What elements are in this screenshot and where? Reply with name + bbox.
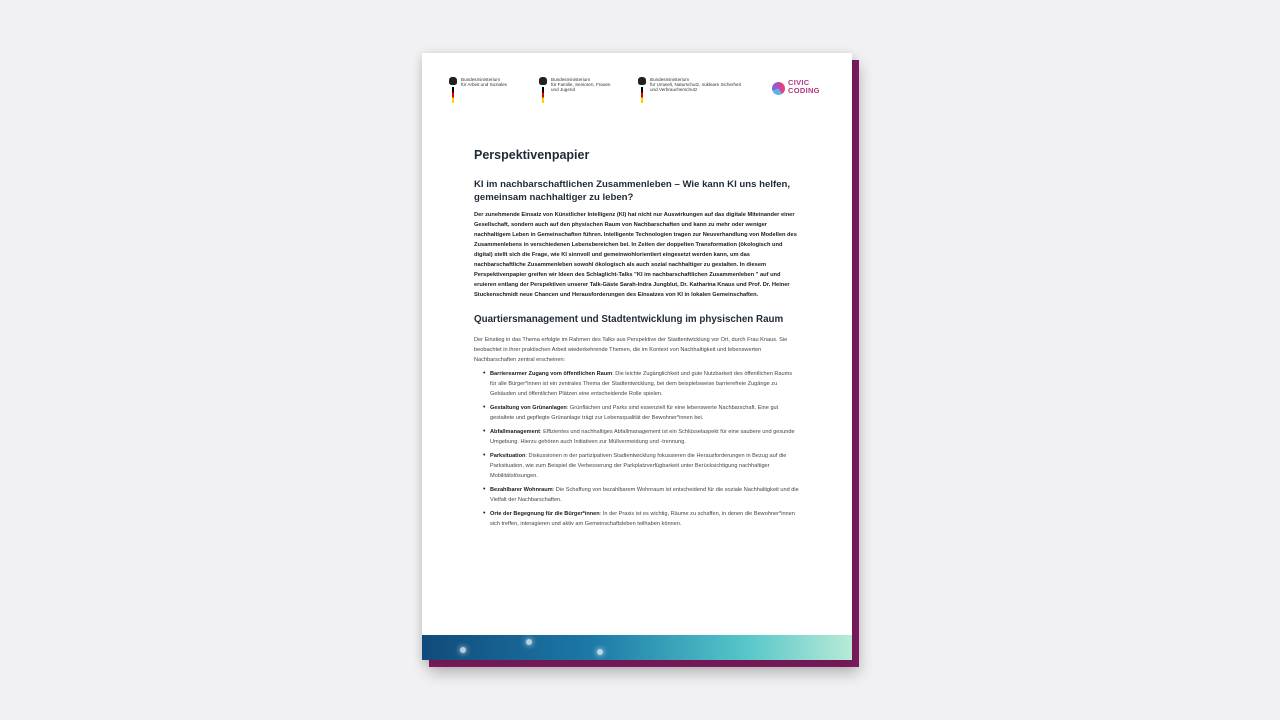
footer-band (422, 635, 852, 660)
ministry-name-1: Bundesministerium für Arbeit und Soziales (461, 77, 507, 88)
document-subtitle: KI im nachbarschaftlichen Zusammenleben – Wie kann KI uns helfen, gemeinsam nachhaltiger zu leben? (474, 179, 791, 203)
list-item (483, 427, 800, 447)
civic-coding-icon (772, 82, 785, 95)
eagle-icon (538, 77, 547, 103)
list-item (483, 451, 800, 481)
bullet-text: : In der Praxis ist es wichtig, Räume zu schaffen, in denen die Bewohner*innen sich treffen, interagieren und aktiv am Gemeinschaftsleben teilhaben können. (490, 511, 795, 527)
document-content (474, 148, 800, 533)
bullet-text: : Effizientes und nachhaltiges Abfallmanagement ist ein Schlüsselaspekt für eine saubere und gesunde Umgebung. Hierzu gehören auch Initiativen zur Müllvermeidung und -trennung. (490, 429, 795, 445)
list-item (483, 485, 800, 505)
section-heading: Quartiersmanagement und Stadtentwicklung im physischen Raum (474, 314, 784, 325)
glow-dot (597, 649, 603, 655)
ministry-name-3: Bundesministerium für Umwelt, Naturschutz, nukleare Sicherheit und Verbraucherschutz (650, 77, 741, 93)
civic-coding-logo (772, 79, 832, 101)
intro-paragraph: Der zunehmende Einsatz von Künstlicher Intelligenz (KI) hat nicht nur Auswirkungen auf das digitale Miteinander einer Gesellschaft, sondern auch auf den physischen Raum von Nachbarschaften und kann zu mehr oder weniger nachhaltigem Leben in Gemeinschaften führen. Intelligente Technologien tragen zur Neuverhandlung von Modellen des Zusammenlebens in verschiedenen Lebensbereichen bei. In Zeiten der doppelten Transformation (ökologisch und digital) stellt sich die Frage, wie KI sinnvoll und gemeinwohlorientiert eingesetzt werden kann, um das nachbarschaftliche Zusammenleben sowohl ökologisch als auch sozial nachhaltiger zu gestalten. In diesem Perspektivenpapier greifen wir Ideen des Schlaglicht-Talks "KI im nachbarschaftlichen Zusammenleben " auf und eruieren entlang der Perspektiven unserer Talk-Gäste Sarah-Indra Jungblut, Dr. Katharina Knaus und Prof. Dr. Heiner Stuckenschmidt neue Chancen und Herausforderungen des Einsatzes von KI in lokalen Gemeinschaften. (474, 212, 797, 298)
ministry-logo-3 (637, 77, 760, 103)
bullet-text: : Die Schaffung von bezahlbarem Wohnraum ist entscheidend für die soziale Nachhaltigkeit und die Vielfalt der Nachbarschaften. (490, 487, 799, 503)
document-page (422, 53, 852, 660)
bullet-term: Barrierearmer Zugang vom öffentlichen Raum (490, 371, 613, 377)
bullet-term: Gestaltung von Grünanlagen (490, 405, 567, 411)
bullet-text: : Diskussionen in der partizipativen Stadtentwicklung fokussieren die Herausforderungen in Bezug auf die Parksituation, wie zum Beispiel die Verbesserung der Parkplatzverfügbarkeit unter Berücksichtigung nachhaltiger Mobilitätslösungen. (490, 453, 787, 479)
ministry-logo-1 (448, 77, 549, 103)
page-title: Perspektivenpapier (474, 148, 590, 162)
ministry-name-2: Bundesministerium für Familie, Senioren, Frauen und Jugend (551, 77, 611, 93)
bullet-list (483, 369, 800, 529)
header-logos (448, 77, 828, 103)
bullet-text: : Grünflächen und Parks sind essenziell für eine lebenswerte Nachbarschaft. Eine gut gestaltete und gepflegte Grünanlage trägt zur Lebensqualität der Bewohner*innen bei. (490, 405, 779, 421)
civic-coding-wordmark: CIVIC CODING (788, 78, 820, 95)
glow-dot (460, 647, 466, 653)
section-paragraph: Der Einstieg in das Thema erfolgte im Rahmen des Talks aus Perspektive der Stadtentwicklung vor Ort, durch Frau Knaus. Sie beobachtet in ihrer praktischen Arbeit wiederkehrende Themen, die im Kontext von Nachhaltigkeit und lebenswerten Nachbarschaften zentral erscheinen: (474, 337, 788, 363)
list-item (483, 509, 800, 529)
bullet-term: Orte der Begegnung für die Bürger*innen (490, 511, 600, 517)
eagle-icon (448, 77, 457, 103)
bullet-term: Abfallmanagement (490, 429, 541, 435)
bullet-term: Parksituation (490, 453, 526, 459)
list-item (483, 369, 800, 399)
bullet-term: Bezahlbarer Wohnraum (490, 487, 553, 493)
eagle-icon (637, 77, 646, 103)
list-item (483, 403, 800, 423)
glow-dot (526, 639, 532, 645)
ministry-logo-2 (538, 77, 639, 103)
bullet-text: : Die leichte Zugänglichkeit und gute Nutzbarkeit des öffentlichen Raums für alle Bürger*innen ist ein zentrales Thema der Stadtentwicklung, bei dem beispielsweise barrierefreie Zugänge zu Gebäuden und öffentlichen Plätzen eine entscheidende Rolle spielen. (490, 371, 793, 397)
